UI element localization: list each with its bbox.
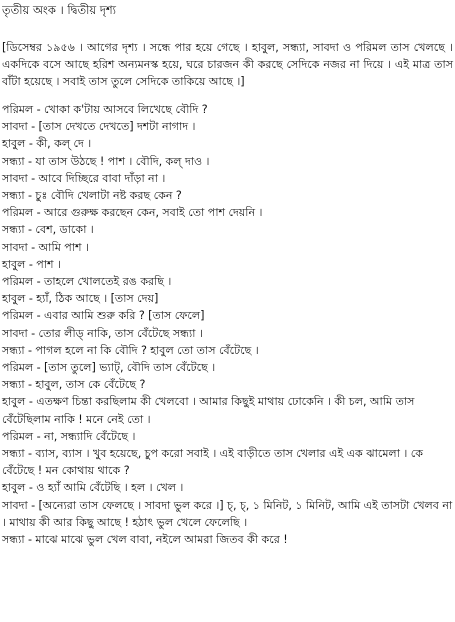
dialogue-line xyxy=(2,170,453,187)
speaker-name: সাবদা xyxy=(2,240,28,254)
dialogue-text: মাঝে মাঝে ভুল খেল বাবা, নইলে আমরা জিতব কী করে ! xyxy=(35,533,288,547)
dialogue-text: যা তাস উঠছে ! পাশ । বৌদি, কল্ দাও । xyxy=(35,154,210,168)
dialogue-line xyxy=(2,118,453,135)
dialogue-text: [তাস দেখতে দেখতে] দশটা নাগাদ । xyxy=(38,120,196,134)
dialogue-text: [তাস তুলে] ভ্যাট্, বৌদি তাস বেঁটেছে । xyxy=(43,361,216,375)
dialogue-line xyxy=(2,445,453,479)
speaker-separator: - xyxy=(27,240,39,254)
speaker-name: হাবুল xyxy=(2,395,26,409)
dialogue-line xyxy=(2,393,453,427)
dialogue-line xyxy=(2,239,453,256)
page-title: তৃতীয় অংক । দ্বিতীয় দৃশ্য xyxy=(2,3,117,17)
speaker-name: পরিমল xyxy=(2,309,34,323)
stage-direction: [ডিসেম্বর ১৯৫৬ । আগের দৃশ্য । সন্ধে পার হয়ে গেছে । হাবুল, সন্ধ্যা, সাবদা ও পরিমল তাস খেলছে । একদিকে বসে আছে হরিশ অন্যমনস্ক হয়ে, ঘরে চারজন কী করছে সেদিকে নজর না দিয়ে । এই মাত্র তাস বাঁটা হয়েছে । সবাই তাস তুলে সেদিকে তাকিয়ে আছে ।] xyxy=(2,41,453,88)
dialogue-line xyxy=(2,531,453,548)
speaker-separator: - xyxy=(27,498,39,512)
speaker-separator: - xyxy=(33,361,44,375)
speaker-separator: - xyxy=(25,481,37,495)
dialogue-list xyxy=(2,101,453,548)
dialogue-line xyxy=(2,221,453,238)
dialogue-text: [অন্যেরা তাস ফেলছে । সাবদা ভুল করে ।] চ্, চ্, ১ মিনিট, ১ মিনিট, আমি এই তাসটা খেলব না । মাথায় কী আর কিছু আছে ! হঠাৎ ভুল খেলে ফেলেছি । xyxy=(2,498,453,529)
dialogue-line xyxy=(2,153,453,170)
dialogue-line xyxy=(2,479,453,496)
dialogue-text: খোকা ক'টায় আসবে লিখেছে বৌদি ? xyxy=(43,103,208,116)
dialogue-text: পাশ । xyxy=(36,257,61,271)
dialogue-text: এবার আমি শুরু করি ? [তাস ফেলে] xyxy=(43,309,205,323)
dialogue-text: আবে দিচ্ছিরে বাবা দাঁড়া না । xyxy=(38,171,166,185)
speaker-separator: - xyxy=(24,154,36,168)
speaker-separator: - xyxy=(33,275,44,289)
speaker-name: সাবদা xyxy=(2,171,28,185)
speaker-separator: - xyxy=(33,103,44,116)
dialogue-line xyxy=(2,342,453,359)
speaker-name: পরিমল xyxy=(2,275,34,289)
speaker-separator: - xyxy=(27,120,39,134)
dialogue-text: হ্যাঁ, ঠিক আছে । [তাস দেয়] xyxy=(36,292,159,306)
speaker-name: সাবদা xyxy=(2,120,28,134)
dialogue-line xyxy=(2,290,453,307)
dialogue-line xyxy=(2,428,453,445)
speaker-separator: - xyxy=(27,171,39,185)
speaker-name: সন্ধ্যা xyxy=(2,189,25,203)
speaker-name: হাবুল xyxy=(2,257,26,271)
speaker-separator: - xyxy=(24,378,36,392)
dialogue-text: কী, কল্ দে । xyxy=(36,137,92,151)
dialogue-text: তাহলে খোলতেই রঙ করছি । xyxy=(43,275,172,289)
dialogue-text: তোর লীড্ নাকি, তাস বেঁটেছে সন্ধ্যা । xyxy=(38,326,203,340)
dialogue-line xyxy=(2,307,453,324)
dialogue-text: বেশ, ডাকো । xyxy=(35,223,94,237)
speaker-separator: - xyxy=(25,292,37,306)
speaker-separator: - xyxy=(25,257,37,271)
speaker-separator: - xyxy=(24,447,36,461)
speaker-name: হাবুল xyxy=(2,137,26,151)
dialogue-line xyxy=(2,497,453,531)
dialogue-line xyxy=(2,187,453,204)
speaker-name: সন্ধ্যা xyxy=(2,447,25,461)
speaker-name: সাবদা xyxy=(2,498,28,512)
speaker-name: হাবুল xyxy=(2,481,26,495)
dialogue-text: এতক্ষণ চিন্তা করছিলাম কী খেলবো । আমার কিছুই মাথায় ঢোকেনি । কী চল, আমি তাস বেঁটেছিলাম নাকি ! মনে নেই তো । xyxy=(2,395,415,426)
dialogue-line xyxy=(2,273,453,290)
speaker-separator: - xyxy=(24,189,36,203)
dialogue-line xyxy=(2,204,453,221)
speaker-separator: - xyxy=(33,206,44,220)
dialogue-text: চুঃ বৌদি খেলাটা নষ্ট করছ কেন ? xyxy=(35,189,182,203)
dialogue-line xyxy=(2,359,453,376)
speaker-separator: - xyxy=(27,326,39,340)
speaker-name: পরিমল xyxy=(2,429,34,443)
dialogue-text: পাগল হলে না কি বৌদি ? হাবুল তো তাস বেঁটেছে । xyxy=(35,343,259,357)
dialogue-line xyxy=(2,376,453,393)
speaker-separator: - xyxy=(25,395,37,409)
speaker-name: সাবদা xyxy=(2,326,28,340)
dialogue-text: হাবুল, তাস কে বেঁটেছে ? xyxy=(35,378,146,392)
dialogue-line xyxy=(2,135,453,152)
dialogue-line xyxy=(2,256,453,273)
dialogue-line xyxy=(2,101,453,118)
speaker-separator: - xyxy=(25,137,37,151)
dialogue-text: আরে গুরুক্ষ করছেন কেন, সবাই তো পাশ দেয়নি । xyxy=(43,206,263,220)
dialogue-text: ও হ্যাঁ আমি বেঁটেছি । হল । খেল । xyxy=(36,481,184,495)
speaker-separator: - xyxy=(24,533,36,547)
speaker-name: পরিমল xyxy=(2,361,34,375)
dialogue-text: না, সন্ধ্যাদি বেঁটেছে । xyxy=(43,429,136,443)
speaker-name: সন্ধ্যা xyxy=(2,533,25,547)
speaker-separator: - xyxy=(33,309,44,323)
dialogue-text: আমি পাশ । xyxy=(38,240,89,254)
speaker-name: সন্ধ্যা xyxy=(2,378,25,392)
dialogue-text: ব্যাস, ব্যাস । খুব হয়েছে, চুপ করো সবাই । এই বাড়ীতে তাস খেলার এই এক ঝামেলা । কে বেঁটেছে ! মন কোথায় থাকে ? xyxy=(2,447,423,478)
speaker-separator: - xyxy=(24,343,36,357)
speaker-separator: - xyxy=(33,429,44,443)
speaker-name: সন্ধ্যা xyxy=(2,154,25,168)
speaker-name: পরিমল xyxy=(2,103,34,116)
dialogue-line xyxy=(2,325,453,342)
speaker-name: সন্ধ্যা xyxy=(2,343,25,357)
speaker-separator: - xyxy=(24,223,36,237)
speaker-name: হাবুল xyxy=(2,292,26,306)
speaker-name: সন্ধ্যা xyxy=(2,223,25,237)
speaker-name: পরিমল xyxy=(2,206,34,220)
